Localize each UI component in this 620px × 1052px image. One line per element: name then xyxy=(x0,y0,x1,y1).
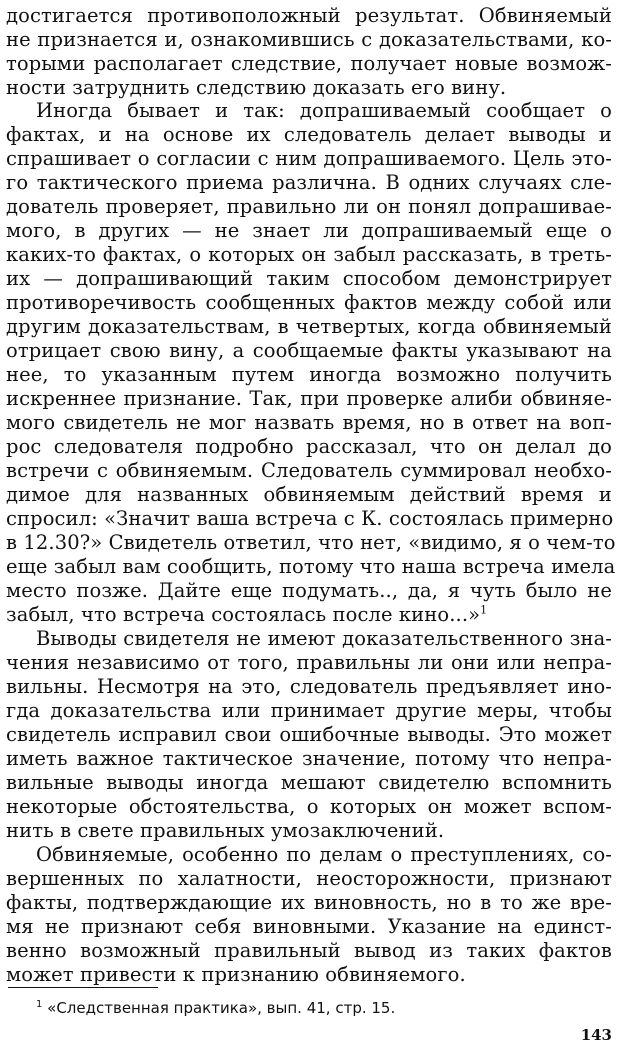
text-line: фактах, и на основе их следователь делает выводы и xyxy=(6,123,612,146)
text-line: гда доказательства или принимает другие меры, чтобы xyxy=(6,699,612,722)
page-number: 143 xyxy=(580,1026,612,1044)
text-line: другим доказательствам, в четвертых, когда обвиняемый xyxy=(6,315,612,338)
text-line: спрашивает о согласии с ним допрашиваемого. Цель это- xyxy=(6,147,612,170)
text-line: может привести к признанию обвиняемого. xyxy=(6,963,466,986)
text-line: спросил: «Значит ваша встреча с К. состоялась примерно xyxy=(6,507,614,530)
text-line: иметь важное тактическое значение, потому что непра- xyxy=(6,747,612,770)
text-line: венно возможный правильный вывод из таких фактов xyxy=(6,939,612,962)
text-line: не признается и, ознакомившись с доказательствами, ко- xyxy=(6,28,612,51)
text-line: Иногда бывает и так: допрашиваемый сообщает о xyxy=(36,99,612,122)
text-line: го тактического приема различна. В одних случаях сле- xyxy=(6,171,612,194)
text-line: встречи с обвиняемым. Следователь суммировал необхо- xyxy=(6,459,612,482)
text-line: противоречивость сообщенных фактов между собой или xyxy=(6,291,612,314)
text-line: вильны. Несмотря на это, следователь предъявляет ино- xyxy=(6,675,612,698)
text-line: место позже. Дайте еще подумать.., да, я чуть было не xyxy=(6,579,612,602)
footnote-reference: 1 xyxy=(480,603,488,617)
text-line-content: забыл, что встреча состоялась после кино...» xyxy=(6,603,481,626)
text-line: некоторые обстоятельства, о которых он может вспом- xyxy=(6,795,612,818)
text-line: мого, в других — не знает ли допрашиваемый еще о xyxy=(6,219,612,242)
text-line: нить в свете правильных умозаключений. xyxy=(6,819,445,842)
text-line: достигается противоположный результат. Обвиняемый xyxy=(6,4,612,27)
footnote xyxy=(36,997,395,1019)
text-line: мя не признают себя виновными. Указание на единст- xyxy=(6,915,612,938)
text-line: вильные выводы иногда мешают свидетелю вспомнить xyxy=(6,771,612,794)
text-line: дователь проверяет, правильно ли он понял допрашивае- xyxy=(6,195,612,218)
text-line: в 12.30?» Свидетель ответил, что нет, «видимо, я о чем-то xyxy=(6,531,616,554)
text-line: торыми располагает следствие, получает новые возмож- xyxy=(6,52,612,75)
text-line: еще забыл вам сообщить, потому что наша встреча имела xyxy=(6,555,616,578)
text-line: факты, подтверждающие их виновность, но в то же вре- xyxy=(6,891,612,914)
text-line: Обвиняемые, особенно по делам о преступлениях, со- xyxy=(36,843,612,866)
text-line: ности затруднить следствию доказать его вину. xyxy=(6,76,507,99)
text-line: искреннее признание. Так, при проверке алиби обвиняе- xyxy=(6,387,612,410)
text-line: Выводы свидетеля не имеют доказательственного зна- xyxy=(36,627,612,650)
text-line: нее, то указанным путем иногда возможно получить xyxy=(6,363,612,386)
text-line xyxy=(6,603,612,627)
text-line: их — допрашивающий таким способом демонстрирует xyxy=(6,267,612,290)
text-line: свидетель исправил свои ошибочные выводы. Это может xyxy=(6,723,612,746)
footnote-mark: 1 xyxy=(36,999,43,1010)
footnote-divider xyxy=(8,987,158,988)
text-line: мого свидетель не мог назвать время, но в ответ на воп- xyxy=(6,411,612,434)
text-line: каких-то фактах, о которых он забыл рассказать, в треть- xyxy=(6,243,612,266)
text-line: отрицает свою вину, а сообщаемые факты указывают на xyxy=(6,339,612,362)
text-line: рос следователя подробно рассказал, что он делал до xyxy=(6,435,612,458)
text-line: чения независимо от того, правильны ли они или непра- xyxy=(6,651,612,674)
footnote-text: «Следственная практика», вып. 41, стр. 15. xyxy=(47,999,396,1017)
text-line: вершенных по халатности, неосторожности, признают xyxy=(6,867,612,890)
text-line: димое для названных обвиняемым действий время и xyxy=(6,483,612,506)
